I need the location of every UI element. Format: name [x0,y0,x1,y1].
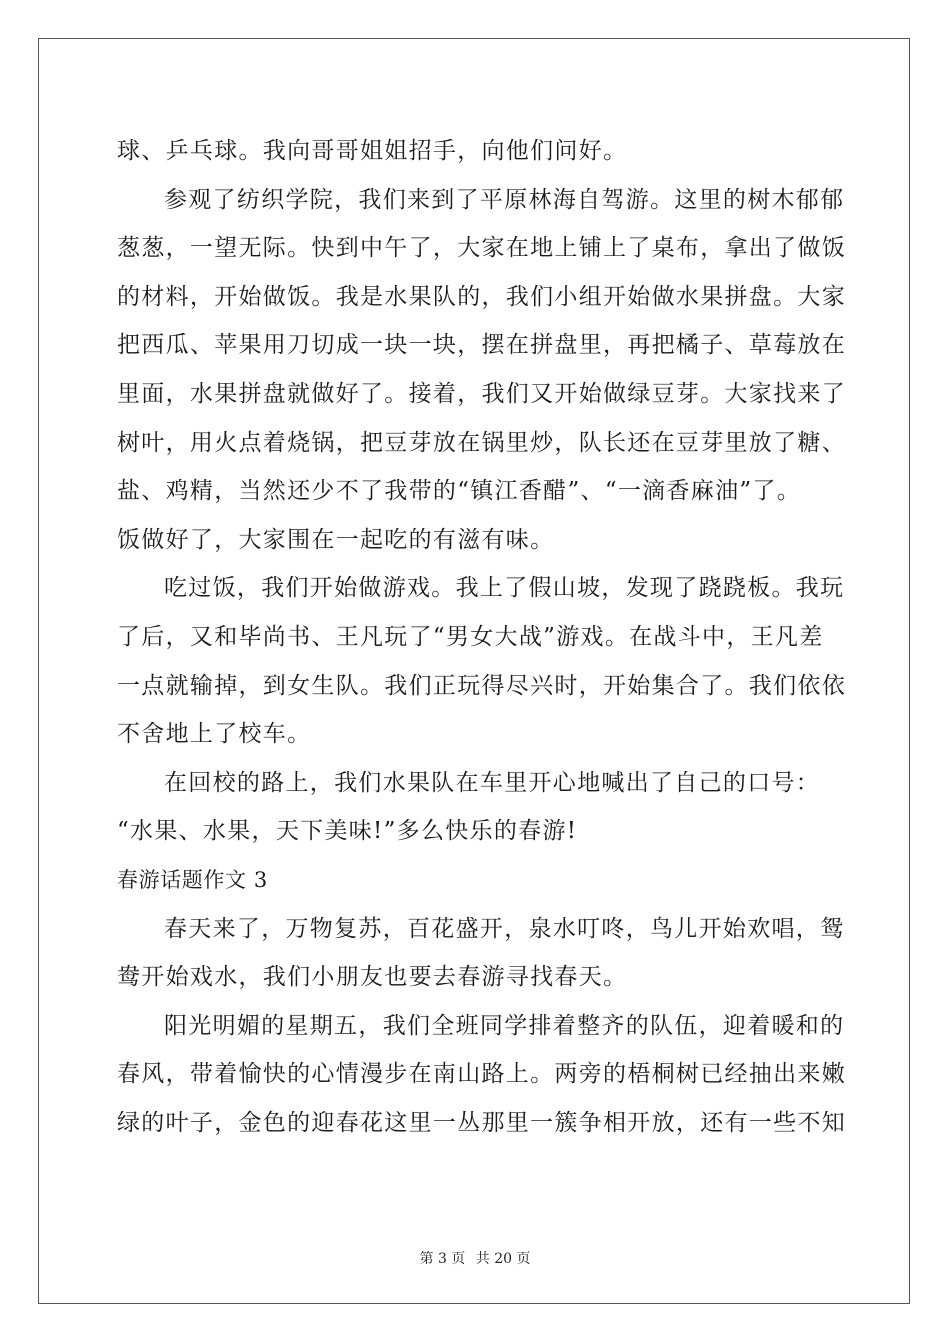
page-total: 共 20 页 [475,1251,531,1267]
text-line: 把西瓜、苹果用刀切成一块一块，摆在拼盘里，再把橘子、草莓放在 [117,332,846,359]
text-line: 的材料，开始做饭。我是水果队的，我们小组开始做水果拼盘。大家 [117,283,846,310]
document-body [117,127,846,1147]
text-line: 在回校的路上，我们水果队在车里开心地喊出了自己的口号： [164,769,821,796]
page-number: 第 3 页 [419,1251,466,1267]
text-line: 阳光明媚的星期五，我们全班同学排着整齐的队伍，迎着暖和的 [164,1012,845,1039]
text-line: 球、乒乓球。我向哥哥姐姐招手，向他们问好。 [117,138,628,164]
text-line: 一点就输掉，到女生队。我们正玩得尽兴时，开始集合了。我们依依 [117,672,846,699]
text-line: 盐、鸡精，当然还少不了我带的“镇江香醋”、“一滴香麻油”了。 [117,478,802,505]
text-line: 参观了纺织学院，我们来到了平原林海自驾游。这里的树木郁郁 [164,186,845,213]
text-line: 树叶，用火点着烧锅，把豆芽放在锅里炒，队长还在豆芽里放了糖、 [117,429,846,456]
text-line: 吃过饭，我们开始做游戏。我上了假山坡，发现了跷跷板。我玩 [164,575,845,602]
section-heading: 春游话题作文 3 [117,867,268,892]
text-line: 鸯开始戏水，我们小朋友也要去春游寻找春天。 [117,964,628,991]
page-footer [0,1248,950,1268]
text-line: 葱葱，一望无际。快到中午了，大家在地上铺上了桌布，拿出了做饭 [117,235,846,262]
text-line: 饭做好了，大家围在一起吃的有滋有味。 [117,526,555,553]
text-line: 了后，又和毕尚书、王凡玩了“男女大战”游戏。在战斗中，王凡差 [117,623,824,650]
text-line: 不舍地上了校车。 [117,721,312,748]
text-line: 春天来了，万物复苏，百花盛开，泉水叮咚，鸟儿开始欢唱，鸳 [164,915,845,942]
text-line: “水果、水果，天下美味!”多么快乐的春游! [117,818,578,845]
text-line: 里面，水果拼盘就做好了。接着，我们又开始做绿豆芽。大家找来了 [117,380,846,407]
text-line: 春风，带着愉快的心情漫步在南山路上。两旁的梧桐树已经抽出来嫩 [117,1061,846,1088]
text-line: 绿的叶子，金色的迎春花这里一丛那里一簇争相开放，还有一些不知 [117,1109,846,1136]
